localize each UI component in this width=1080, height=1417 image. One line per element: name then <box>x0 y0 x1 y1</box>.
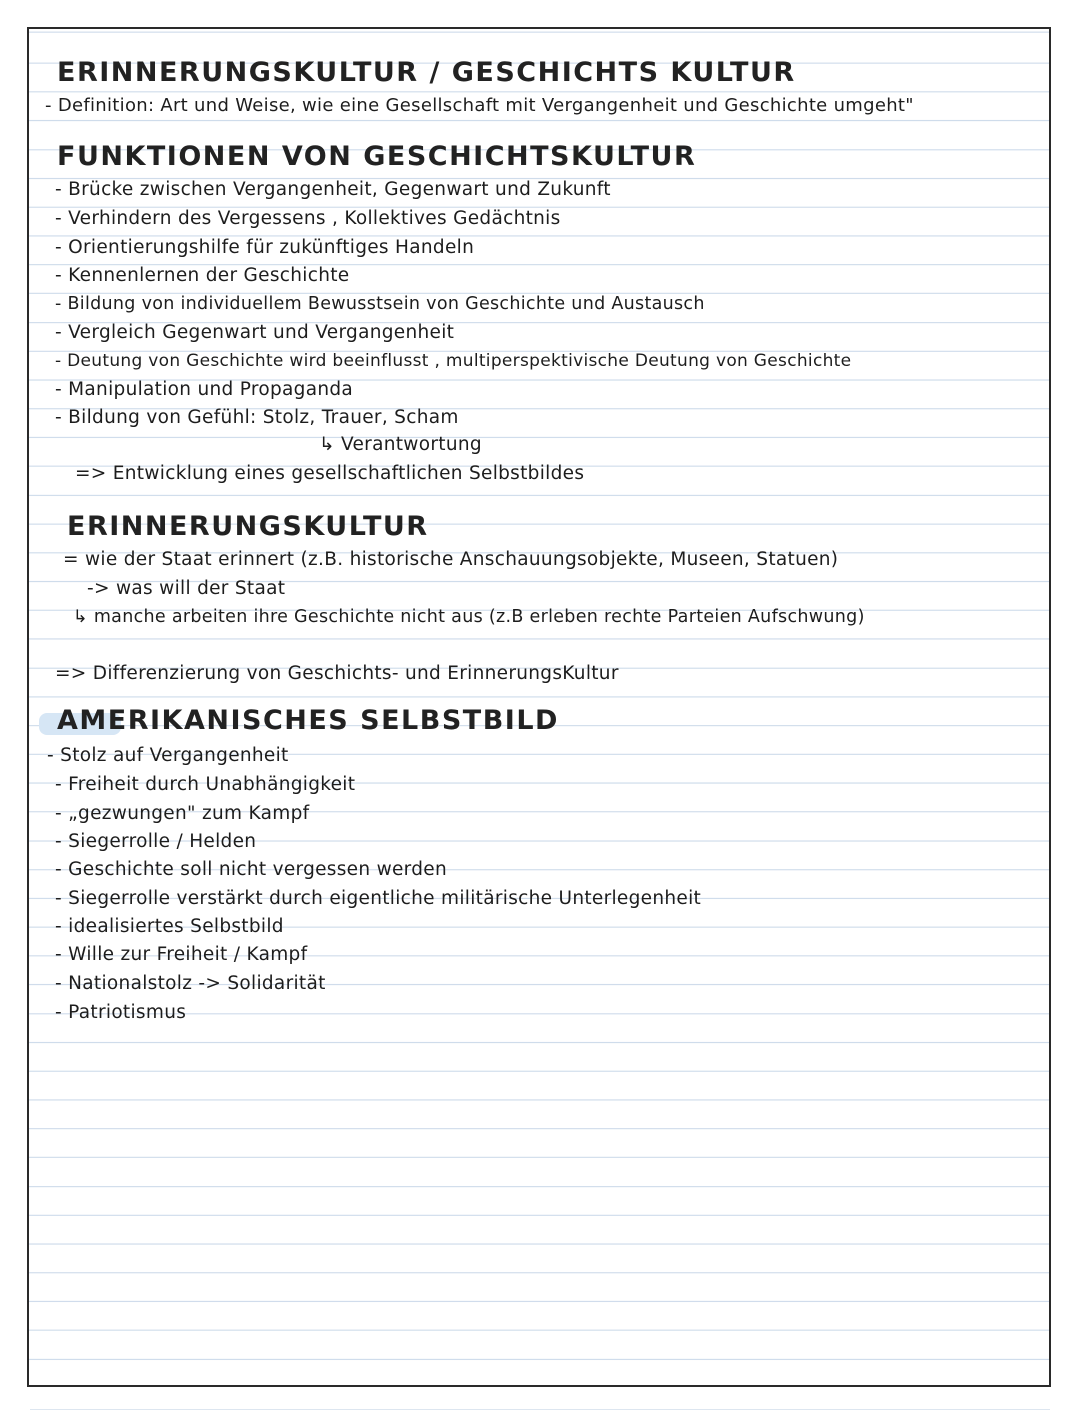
list-item: - Manipulation und Propaganda <box>55 379 354 400</box>
list-item: - Siegerrolle / Helden <box>55 831 257 852</box>
list-item: - Patriotismus <box>55 1002 187 1023</box>
list-item: - idealisiertes Selbstbild <box>55 916 284 937</box>
definition-line: - Definition: Art und Weise, wie eine Gesellschaft mit Vergangenheit und Geschichte umgeht" <box>45 95 914 116</box>
main-title: ERINNERUNGSKULTUR / GESCHICHTS KULTUR <box>57 57 796 88</box>
list-item: - Bildung von Gefühl: Stolz, Trauer, Scham <box>55 407 459 428</box>
list-item: - Deutung von Geschichte wird beeinflusst , multiperspektivische Deutung von Geschichte <box>55 351 852 371</box>
list-item: - Siegerrolle verstärkt durch eigentliche militärische Unterlegenheit <box>55 888 702 909</box>
page-bottom-rule <box>30 1409 1050 1410</box>
notes-content <box>29 29 1049 1385</box>
list-item: - Freiheit durch Unabhängigkeit <box>55 774 356 795</box>
list-item: - Orientierungshilfe für zukünftiges Handeln <box>55 237 475 258</box>
list-item: - Stolz auf Vergangenheit <box>47 745 289 766</box>
list-item: - Kennenlernen der Geschichte <box>55 265 350 286</box>
list-item: - Brücke zwischen Vergangenheit, Gegenwart und Zukunft <box>55 179 611 200</box>
erinnerung-heading: ERINNERUNGSKULTUR <box>67 511 429 542</box>
notebook-page <box>27 27 1051 1387</box>
funktionen-heading: FUNKTIONEN VON GESCHICHTSKULTUR <box>57 141 697 172</box>
list-item: - Wille zur Freiheit / Kampf <box>55 944 308 965</box>
list-item: - Verhindern des Vergessens , Kollektives Gedächtnis <box>55 208 561 229</box>
conclusion-line: => Entwicklung eines gesellschaftlichen Selbstbildes <box>75 463 585 484</box>
conclusion-line: => Differenzierung von Geschichts- und ErinnerungsKultur <box>55 663 619 684</box>
amerika-heading: AMERIKANISCHES SELBSTBILD <box>57 705 559 736</box>
list-item: - Nationalstolz -> Solidarität <box>55 973 326 994</box>
list-item: - Vergleich Gegenwart und Vergangenheit <box>55 322 455 343</box>
list-item: -> was will der Staat <box>87 578 286 599</box>
list-item: = wie der Staat erinnert (z.B. historische Anschauungsobjekte, Museen, Statuen) <box>63 549 839 570</box>
sub-note: ↳ Verantwortung <box>319 434 482 455</box>
list-item: - Bildung von individuellem Bewusstsein von Geschichte und Austausch <box>55 294 705 314</box>
list-item: ↳ manche arbeiten ihre Geschichte nicht aus (z.B erleben rechte Parteien Aufschwung) <box>73 607 865 627</box>
list-item: - Geschichte soll nicht vergessen werden <box>55 859 448 880</box>
list-item: - „gezwungen" zum Kampf <box>55 803 310 824</box>
